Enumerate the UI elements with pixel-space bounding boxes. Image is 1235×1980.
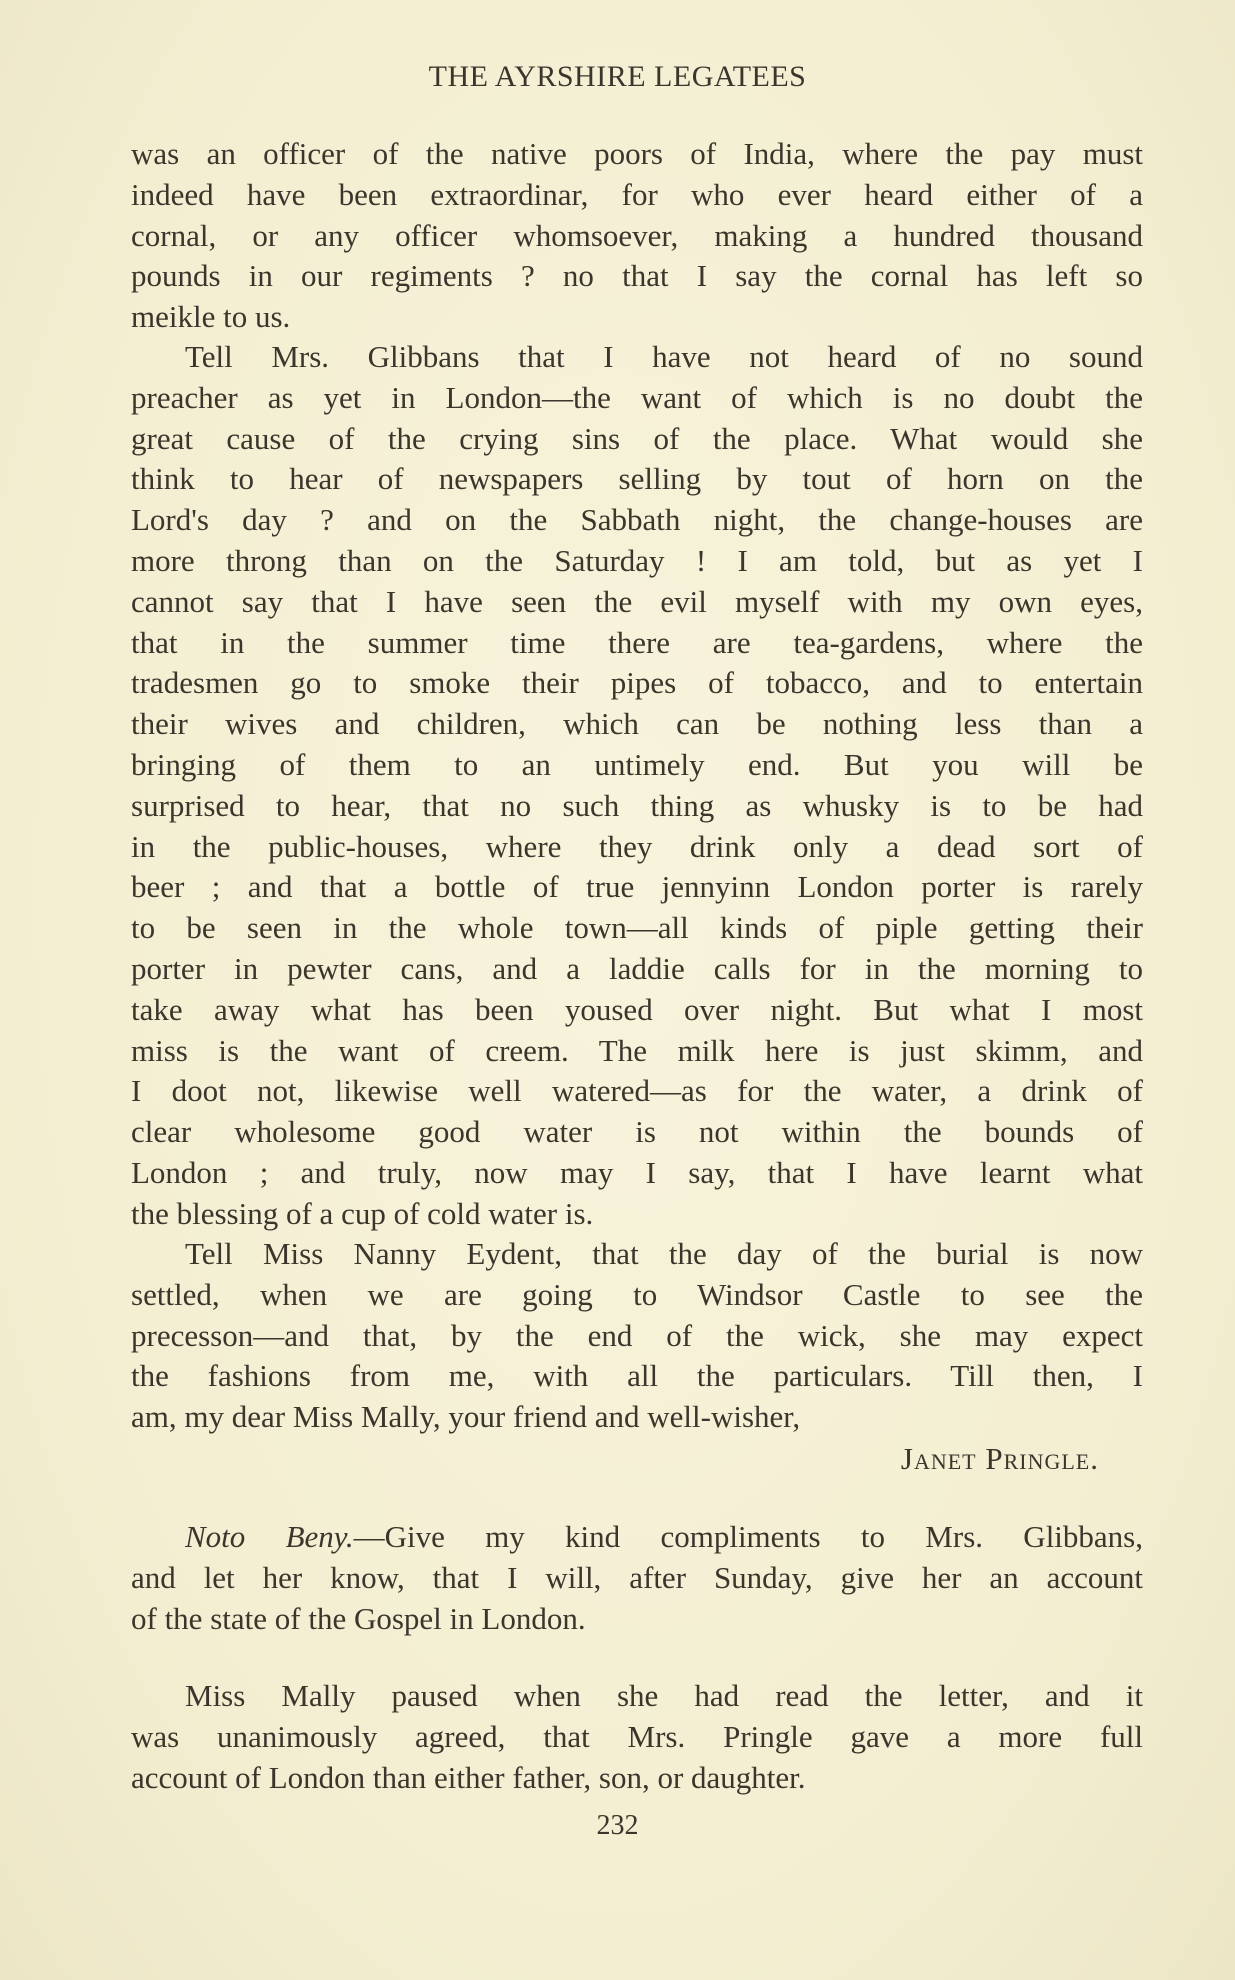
text-line: London ; and truly, now may I say, that I have learnt what [131, 1154, 1143, 1190]
paragraph-nanny-eydent [131, 1234, 1143, 1438]
text-line: am, my dear Miss Mally, your friend and well-wisher, [131, 1399, 801, 1435]
text-line: take away what has been yoused over night. But what I most [131, 991, 1143, 1027]
paragraph-narration [131, 1676, 1143, 1798]
text-line: porter in pewter cans, and a laddie calls for in the morning to [131, 950, 1143, 986]
text-line: and let her know, that I will, after Sunday, give her an account [131, 1559, 1143, 1595]
text-line: pounds in our regiments ? no that I say the cornal has left so [131, 258, 1143, 294]
text-line: the blessing of a cup of cold water is. [131, 1195, 594, 1231]
paragraph-letter-continuation [131, 134, 1143, 338]
text-line: to be seen in the whole town—all kinds of piple getting their [131, 910, 1143, 946]
text-line: bringing of them to an untimely end. But you will be [131, 746, 1143, 782]
text-line: think to hear of newspapers selling by tout of horn on the [131, 461, 1143, 497]
text-line: meikle to us. [131, 299, 291, 335]
text-line: was unanimously agreed, that Mrs. Pringle gave a more full [131, 1718, 1143, 1754]
text-line: in the public-houses, where they drink only a dead sort of [131, 828, 1143, 864]
text-line: tradesmen go to smoke their pipes of tobacco, and to entertain [131, 665, 1143, 701]
postscript-text: —Give my kind compliments to Mrs. Glibbans, [353, 1519, 1143, 1554]
text-line: Tell Miss Nanny Eydent, that the day of the burial is now [185, 1236, 1143, 1271]
text-line: preacher as yet in London—the want of which is no doubt the [131, 379, 1143, 415]
text-line [131, 1517, 1143, 1558]
text-line: I doot not, likewise well watered—as for the water, a drink of [131, 1073, 1143, 1109]
text-line: precesson—and that, by the end of the wick, she may expect [131, 1317, 1143, 1353]
text-line: surprised to hear, that no such thing as whusky is to be had [131, 787, 1143, 823]
text-line: cannot say that I have seen the evil myself with my own eyes, [131, 583, 1143, 619]
text-line: indeed have been extraordinar, for who ever heard either of a [131, 176, 1143, 212]
text-line: Tell Mrs. Glibbans that I have not heard of no sound [185, 339, 1143, 374]
text-line: clear wholesome good water is not within the bounds of [131, 1114, 1143, 1150]
page-number: 232 [596, 1810, 639, 1841]
text-line: Lord's day ? and on the Sabbath night, the change-houses are [131, 502, 1143, 538]
text-line: was an officer of the native poors of India, where the pay must [131, 136, 1143, 171]
paragraph-postscript [131, 1517, 1143, 1639]
text-line: Miss Mally paused when she had read the letter, and it [185, 1678, 1143, 1713]
running-header: THE AYRSHIRE LEGATEES [428, 60, 807, 93]
text-line: settled, when we are going to Windsor Castle to see the [131, 1276, 1143, 1312]
text-line: beer ; and that a bottle of true jennyinn London porter is rarely [131, 869, 1143, 905]
signature: Janet Pringle. [900, 1441, 1099, 1476]
text-line: miss is the want of creem. The milk here is just skimm, and [131, 1032, 1143, 1068]
text-line: cornal, or any officer whomsoever, making a hundred thousand [131, 217, 1143, 253]
text-line: great cause of the crying sins of the place. What would she [131, 420, 1143, 456]
text-line: their wives and children, which can be nothing less than a [131, 706, 1143, 742]
text-line: the fashions from me, with all the particulars. Till then, I [131, 1358, 1143, 1394]
text-line: more throng than on the Saturday ! I am told, but as yet I [131, 542, 1143, 578]
text-line: of the state of the Gospel in London. [131, 1600, 586, 1636]
text-line: that in the summer time there are tea-gardens, where the [131, 624, 1143, 660]
paragraph-glibbans [131, 337, 1143, 1235]
text-line: account of London than either father, son, or daughter. [131, 1759, 806, 1795]
postscript-label: Noto Beny. [185, 1519, 354, 1554]
